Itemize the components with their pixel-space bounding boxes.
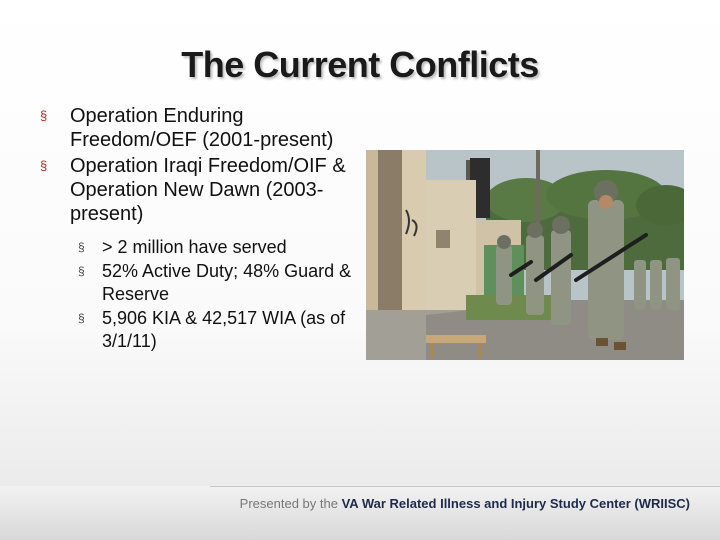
sub-bullet-marker-icon: §: [78, 264, 85, 278]
sub-bullet-marker-icon: §: [78, 240, 85, 254]
sub-bullet-casualties: [78, 307, 360, 353]
bullet-oif: [40, 154, 360, 226]
sub-bullet-text: > 2 million have served: [102, 237, 287, 257]
sub-bullet-text: 52% Active Duty; 48% Guard & Reserve: [102, 261, 352, 304]
footer-divider: [210, 486, 720, 487]
sub-bullet-list: [78, 236, 360, 353]
sub-bullet-served: [78, 236, 360, 259]
footer-credit: [240, 496, 690, 511]
bullet-list: [40, 104, 360, 354]
bullet-oef: [40, 104, 360, 152]
bullet-text: Operation Enduring Freedom/OEF (2001-present): [70, 105, 334, 151]
sub-bullet-text: 5,906 KIA & 42,517 WIA (as of 3/1/11): [102, 308, 346, 351]
footer-prefix: Presented by the: [239, 496, 338, 511]
sub-bullet-marker-icon: §: [78, 311, 85, 325]
slide-title: The Current Conflicts: [181, 44, 539, 85]
bullet-marker-icon: §: [40, 108, 48, 123]
sub-bullet-duty: [78, 260, 360, 306]
bullet-text: Operation Iraqi Freedom/OIF & Operation New Dawn (2003-present): [70, 155, 346, 225]
soldiers-photo: [366, 150, 684, 360]
footer-banner: [0, 486, 720, 540]
footer-organization: VA War Related Illness and Injury Study Center (WRIISC): [341, 496, 690, 511]
bullet-marker-icon: §: [40, 158, 48, 173]
